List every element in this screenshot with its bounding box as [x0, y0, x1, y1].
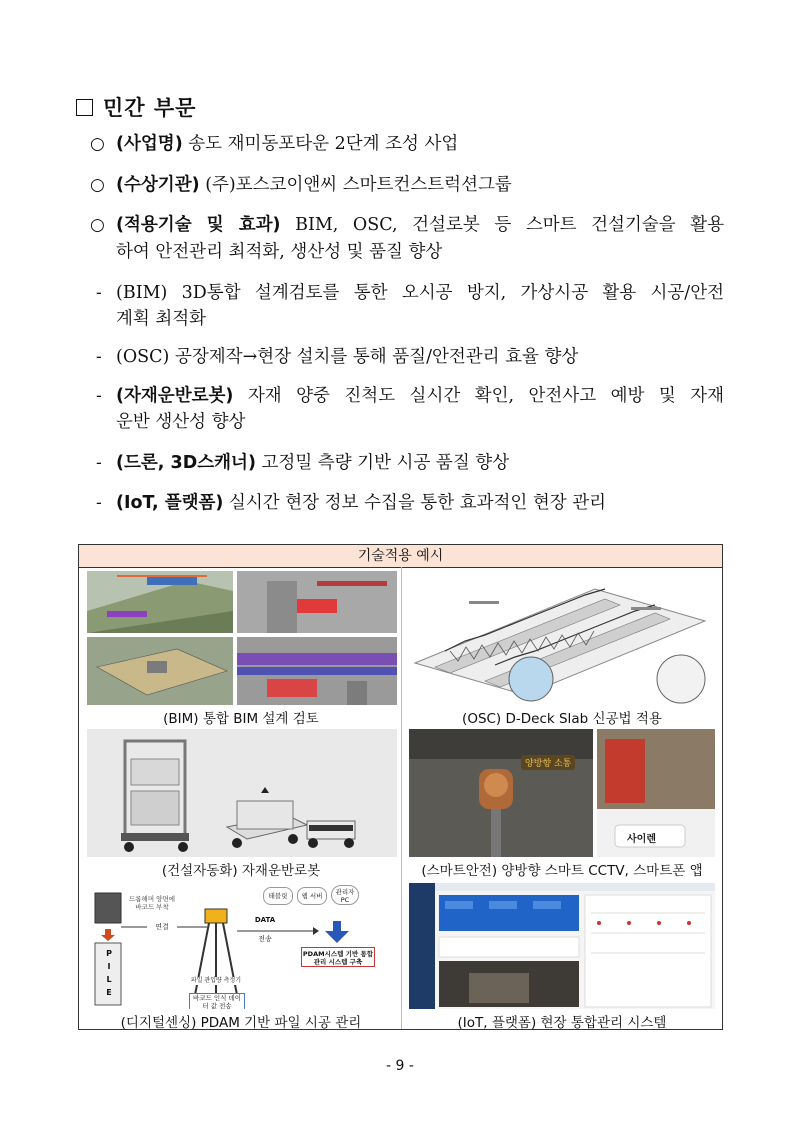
- cctv-app-images: [409, 729, 715, 857]
- caption-bim: (BIM) 통합 BIM 설계 검토: [163, 711, 319, 727]
- iot-dashboard-image: [409, 883, 715, 1009]
- caption-pdam: (디지털센싱) PDAM 기반 파일 시공 관리: [120, 1015, 362, 1031]
- pile-letter: P: [106, 949, 112, 958]
- bim-images: [87, 571, 397, 705]
- table-divider: [401, 567, 402, 1029]
- dash-bullet: -: [96, 386, 102, 406]
- item-text: 공장제작→현장 설치를 통해 품질/안전관리 효율 향상: [169, 347, 579, 367]
- app-label: 사이렌: [627, 834, 656, 845]
- dash-bullet: -: [96, 493, 102, 513]
- cctv-label: 양방향 소통: [521, 755, 575, 770]
- item-text: 자재 양중 진척도 실시간 확인, 안전사고 예방 및 자재: [233, 386, 724, 406]
- page-number: - 9 -: [386, 1058, 414, 1074]
- pdam-system: PDAM시스템 기반 통합관리 시스템 구축: [301, 947, 375, 967]
- caption-osc: (OSC) D-Deck Slab 신공법 적용: [462, 711, 662, 727]
- item-label: (드론, 3D스캐너): [116, 453, 256, 473]
- item-label: (BIM): [116, 283, 168, 303]
- example-table: [78, 544, 723, 1030]
- caption-cctv: (스마트안전) 양방향 스마트 CCTV, 스마트폰 앱: [421, 863, 703, 879]
- table-header: 기술적용 예시: [79, 545, 722, 568]
- osc-deck-drawing: [405, 571, 717, 705]
- circle-bullet-icon: ○: [90, 215, 105, 235]
- pile-letter: L: [106, 975, 112, 984]
- item-text-cont: 하여 안전관리 최적화, 생산성 및 품질 향상: [116, 242, 443, 262]
- checkbox-marker-icon: [76, 99, 93, 116]
- dash-bullet: -: [96, 347, 102, 367]
- item-text: 3D통합 설계검토를 통한 오시공 방지, 가상시공 활용 시공/안전: [167, 283, 724, 303]
- item-label: (자재운반로봇): [116, 386, 234, 406]
- pile-label: [103, 947, 115, 999]
- pdam-drum-note: 드롭해머 양면에 바코드 부착: [128, 895, 176, 911]
- pile-letter: E: [106, 988, 112, 997]
- item-text: (주)포스코이앤씨 스마트컨스트럭션그룹: [199, 175, 512, 195]
- circle-bullet-icon: ○: [90, 175, 105, 195]
- item-label: (수상기관): [116, 175, 200, 195]
- item-text: 고정밀 측량 기반 시공 품질 향상: [255, 453, 510, 473]
- robot-image: [87, 729, 397, 857]
- section-heading: [76, 92, 196, 122]
- item-text: 실시간 현장 정보 수집을 통한 효과적인 현장 관리: [223, 493, 607, 513]
- section-title: 민간 부문: [103, 96, 197, 120]
- pdam-connect: 연결: [147, 923, 177, 931]
- item-label: (사업명): [116, 134, 183, 154]
- pdam-sensor: 파일 관입량 측정기: [187, 977, 245, 985]
- item-label: (적용기술 및 효과): [116, 215, 281, 235]
- dash-bullet: -: [96, 283, 102, 303]
- item-label: (OSC): [116, 347, 170, 367]
- dash-bullet: -: [96, 453, 102, 473]
- pdam-data: DATA: [245, 916, 285, 924]
- pdam-barcode: 바코드 인식 데이터 값 전송: [189, 993, 245, 1009]
- item-text: 송도 재미동포타운 2단계 조성 사업: [182, 134, 459, 154]
- item-text: BIM, OSC, 건설로봇 등 스마트 건설기술을 활용: [280, 215, 724, 235]
- pile-letter: I: [107, 962, 111, 971]
- pdam-diagram: [87, 883, 397, 1009]
- item-text-cont: 운반 생산성 향상: [116, 412, 246, 432]
- caption-robot: (건설자동화) 자재운반로봇: [161, 863, 321, 879]
- item-text-cont: 계획 최적화: [116, 309, 207, 329]
- pdam-send: 전송: [245, 935, 285, 943]
- pdam-tablet: 태블릿: [263, 887, 293, 905]
- circle-bullet-icon: ○: [90, 134, 105, 154]
- item-label: (IoT, 플랫폼): [116, 493, 224, 513]
- pdam-server: 웹 서버: [297, 887, 327, 905]
- pdam-pc: 관리자 PC: [331, 885, 359, 905]
- caption-iot: (IoT, 플랫폼) 현장 통합관리 시스템: [457, 1015, 667, 1031]
